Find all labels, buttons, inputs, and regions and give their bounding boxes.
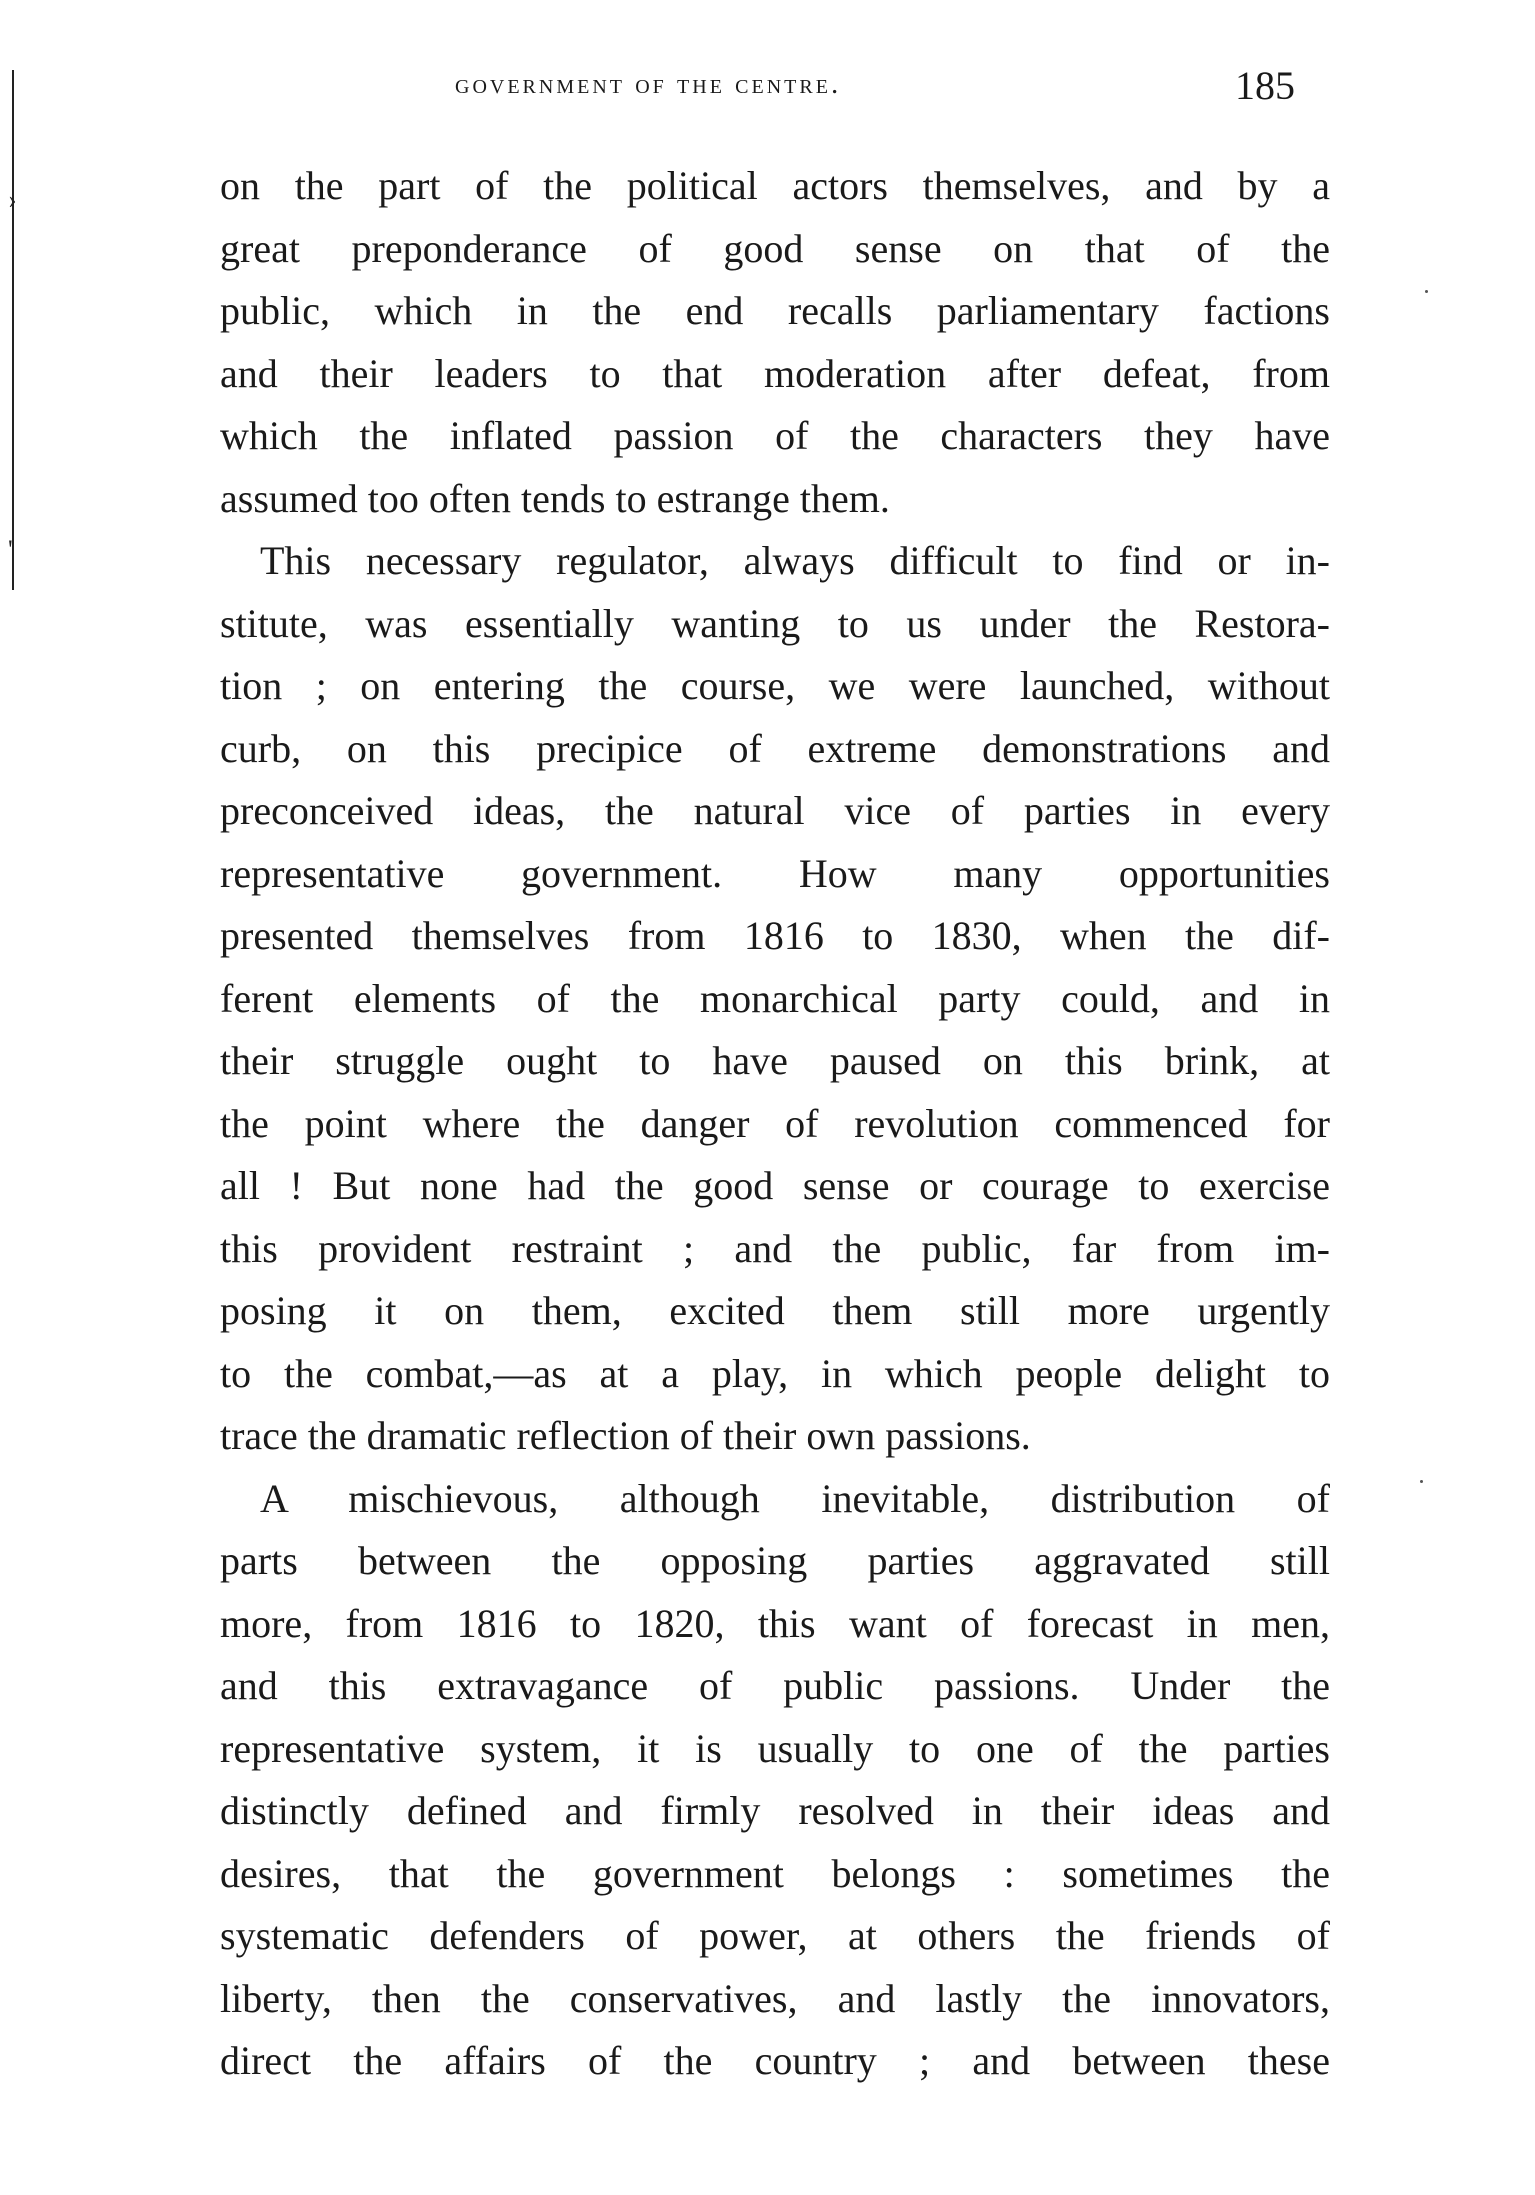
text-line: which the inflated passion of the characters they have	[220, 413, 1330, 458]
margin-tick-mark: '	[8, 535, 13, 564]
text-line: representative system, it is usually to one of the parties	[220, 1725, 1330, 1771]
margin-rule	[12, 70, 14, 590]
text-line: presented themselves from 1816 to 1830, when the dif-	[220, 913, 1330, 958]
text-line: This necessary regulator, always difficult to find or in-	[260, 538, 1330, 583]
text-line: distinctly defined and firmly resolved in their ideas and	[220, 1788, 1330, 1833]
text-line: assumed too often tends to estrange them.	[220, 475, 890, 521]
text-line: and their leaders to that moderation after defeat, from	[220, 350, 1330, 396]
text-line: liberty, then the conservatives, and lastly the innovators,	[220, 1975, 1330, 2021]
text-line: their struggle ought to have paused on this brink, at	[220, 1038, 1330, 1083]
text-line: tion ; on entering the course, we were launched, without	[220, 663, 1330, 708]
text-line: the point where the danger of revolution commenced for	[220, 1100, 1330, 1146]
running-head: government of the centre.	[455, 68, 842, 100]
body-text	[220, 155, 1330, 2093]
page-number: 185	[1235, 63, 1295, 108]
text-line: and this extravagance of public passions. Under the	[220, 1663, 1330, 1708]
text-line: public, which in the end recalls parliamentary factions	[220, 288, 1330, 333]
text-line: trace the dramatic reflection of their own passions.	[220, 1413, 1031, 1458]
text-line: to the combat,—as at a play, in which people delight to	[220, 1350, 1330, 1396]
text-line: on the part of the political actors themselves, and by a	[220, 163, 1330, 208]
text-line: curb, on this precipice of extreme demonstrations and	[220, 725, 1330, 771]
paper-speck	[1420, 1480, 1423, 1483]
text-line: posing it on them, excited them still more urgently	[220, 1288, 1330, 1333]
text-line: great preponderance of good sense on that of the	[220, 225, 1330, 271]
text-line: ferent elements of the monarchical party could, and in	[220, 975, 1330, 1021]
text-line: direct the affairs of the country ; and between these	[220, 2038, 1330, 2083]
text-line: A mischievous, although inevitable, distribution of	[260, 1475, 1330, 1521]
text-line: more, from 1816 to 1820, this want of forecast in men,	[220, 1600, 1330, 1646]
text-line: this provident restraint ; and the public, far from im-	[220, 1225, 1330, 1271]
text-line: preconceived ideas, the natural vice of parties in every	[220, 788, 1330, 833]
text-line: parts between the opposing parties aggravated still	[220, 1538, 1330, 1583]
paper-speck	[1425, 290, 1428, 293]
text-line: all ! But none had the good sense or courage to exercise	[220, 1163, 1330, 1208]
text-line: representative government. How many opportunities	[220, 850, 1330, 896]
margin-tick-mark: ›	[8, 185, 17, 214]
text-line: desires, that the government belongs : sometimes the	[220, 1850, 1330, 1896]
text-line: stitute, was essentially wanting to us under the Restora-	[220, 600, 1330, 646]
text-line: systematic defenders of power, at others the friends of	[220, 1913, 1330, 1958]
